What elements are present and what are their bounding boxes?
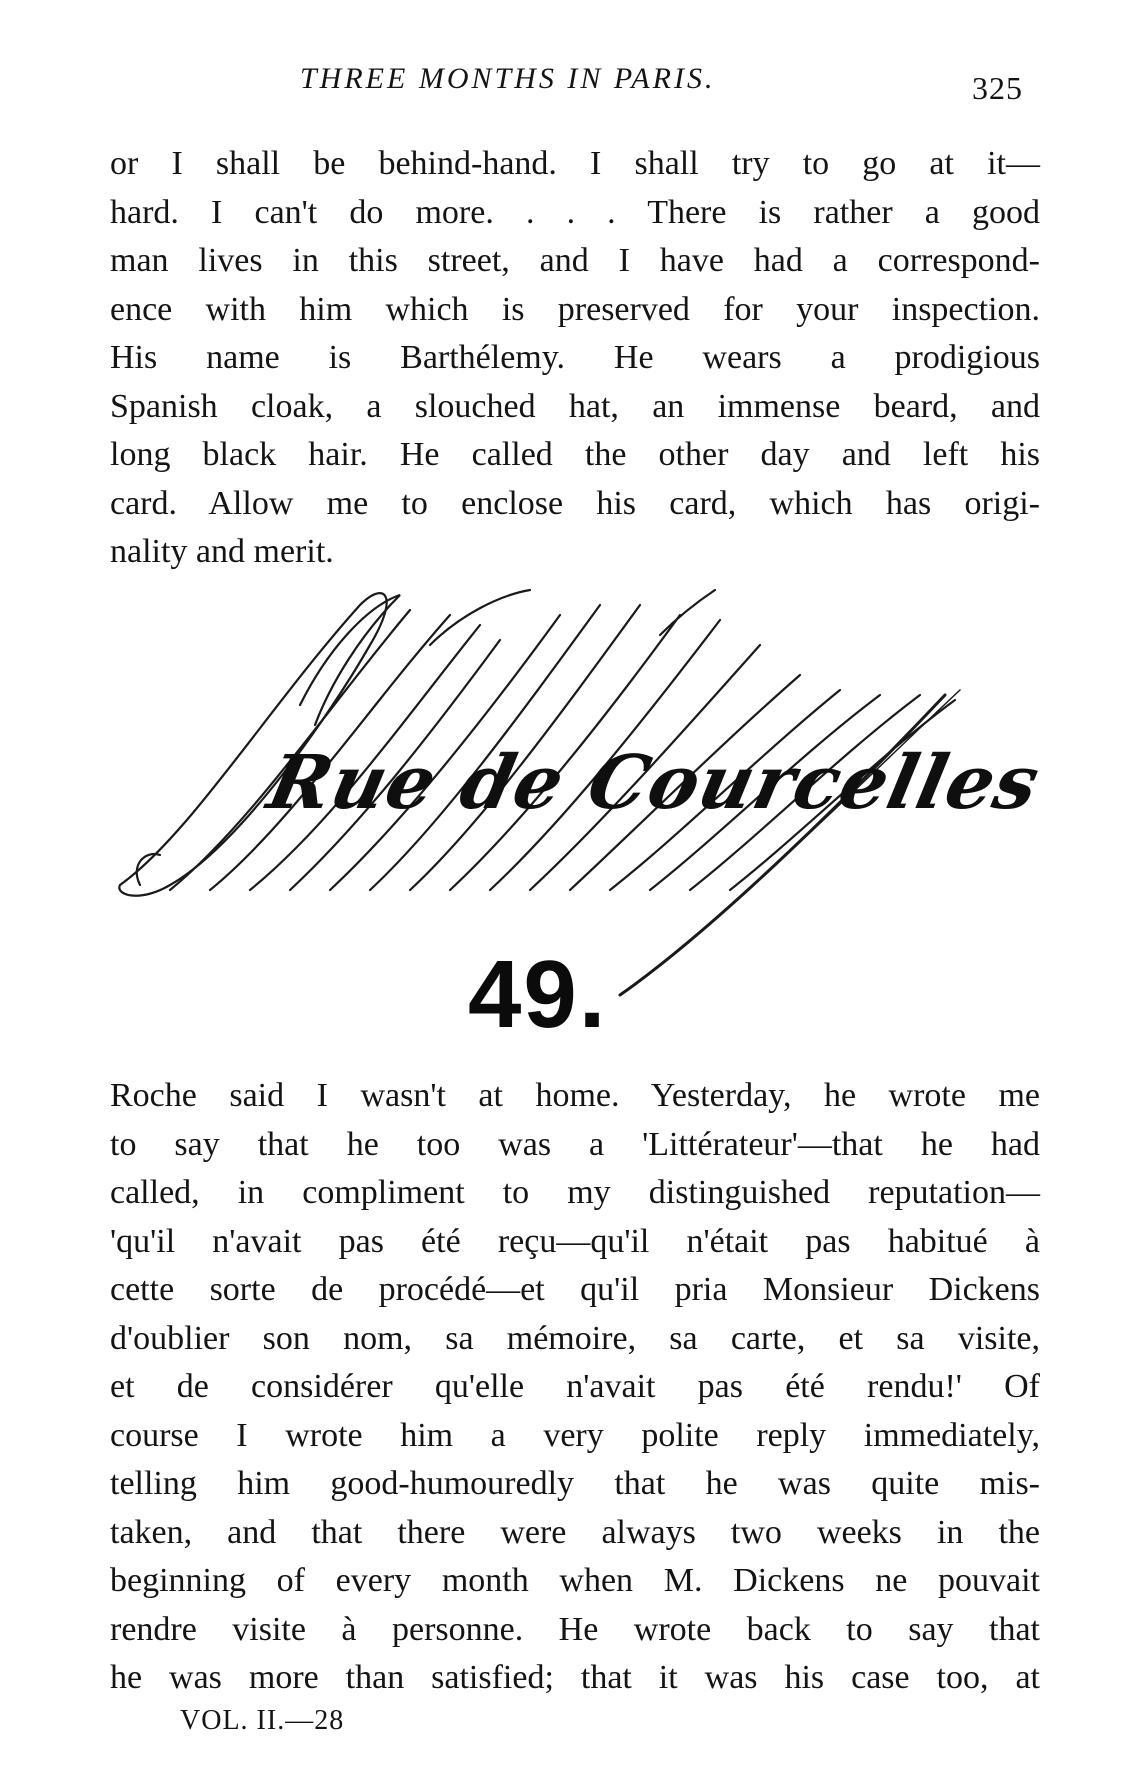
text-line: Spanish cloak, a slouched hat, an immense beard, and bbox=[110, 387, 1040, 425]
text-line: nality and merit. bbox=[110, 533, 334, 570]
text-line: telling him good-humouredly that he was quite mis- bbox=[110, 1465, 1040, 1502]
text-line: d'oublier son nom, sa mémoire, sa carte, et sa visite, bbox=[110, 1319, 1040, 1357]
text-line: called, in compliment to my distinguished reputation— bbox=[110, 1174, 1040, 1211]
text-line: he was more than satisfied; that it was his case too, at bbox=[110, 1659, 1040, 1696]
text-line: card. Allow me to enclose his card, which has origi- bbox=[110, 484, 1040, 522]
text-line: hard. I can't do more. . . . There is rather a good bbox=[110, 193, 1040, 231]
card-house-number: 49. bbox=[468, 941, 608, 1048]
text-line: or I shall be behind-hand. I shall try to go at it— bbox=[110, 145, 1040, 182]
volume-signature-mark: VOL. II.—28 bbox=[180, 1705, 345, 1736]
paragraph-1 bbox=[110, 140, 1040, 577]
card-street-address: Rue de Courcelles bbox=[260, 740, 1048, 826]
text-line: 'qu'il n'avait pas été reçu—qu'il n'était pas habitué à bbox=[110, 1222, 1040, 1260]
text-line: rendre visite à personne. He wrote back to say that bbox=[110, 1610, 1040, 1648]
text-line: taken, and that there were always two weeks in the bbox=[110, 1513, 1040, 1551]
text-line: course I wrote him a very polite reply immediately, bbox=[110, 1416, 1040, 1454]
text-line: to say that he too was a 'Littérateur'—that he had bbox=[110, 1125, 1040, 1163]
text-line: ence with him which is preserved for your inspection. bbox=[110, 290, 1040, 328]
text-line: beginning of every month when M. Dickens ne pouvait bbox=[110, 1562, 1040, 1599]
text-line: Roche said I wasn't at home. Yesterday, he wrote me bbox=[110, 1077, 1040, 1114]
calling-card-illustration bbox=[100, 585, 1060, 1055]
paragraph-2 bbox=[110, 1072, 1040, 1703]
text-line: His name is Barthélemy. He wears a prodigious bbox=[110, 339, 1040, 376]
page-number: 325 bbox=[972, 70, 1023, 106]
text-line: cette sorte de procédé—et qu'il pria Monsieur Dickens bbox=[110, 1271, 1040, 1308]
text-line: et de considérer qu'elle n'avait pas été rendu!' Of bbox=[110, 1368, 1040, 1405]
running-title: THREE MONTHS IN PARIS. bbox=[300, 62, 716, 95]
text-line: long black hair. He called the other day and left his bbox=[110, 436, 1040, 473]
text-line: man lives in this street, and I have had a correspond- bbox=[110, 242, 1040, 279]
